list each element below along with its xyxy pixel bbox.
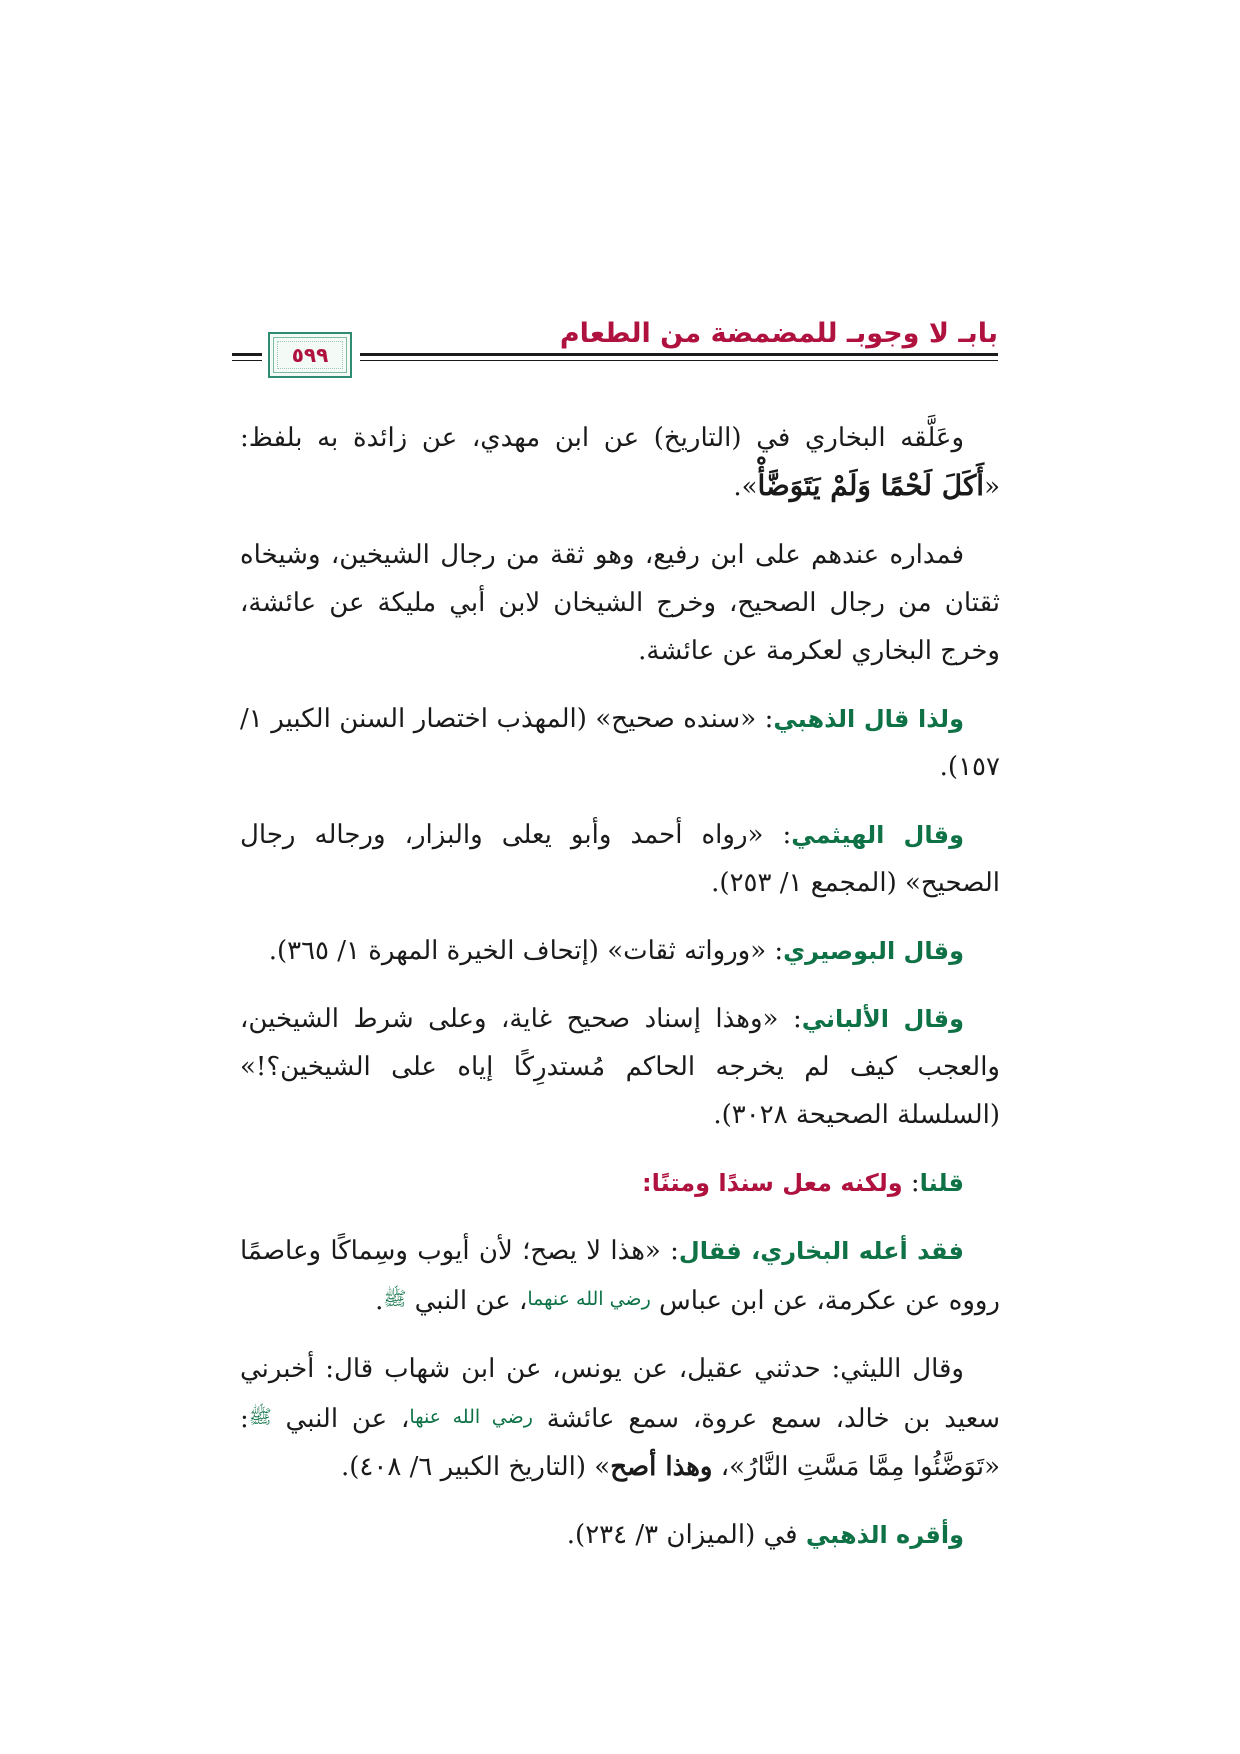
paragraph-text: وعَلَّقه البخاري في (التاريخ) عن ابن مهدي، عن زائدة به بلفظ: « xyxy=(240,423,1000,502)
paragraph-bukhari-tarikh xyxy=(240,414,1000,511)
scholar-label: وقال البوصيري xyxy=(783,937,964,965)
paragraph-end: ». xyxy=(733,472,758,502)
emphasis-text: وهذا أصح xyxy=(610,1452,713,1482)
qulna-statement: ولكنه معل سندًا ومتنًا: xyxy=(642,1169,903,1197)
honorific-sign: رضي الله عنها xyxy=(409,1406,533,1428)
paragraph-madar xyxy=(240,531,1000,675)
page-header xyxy=(232,318,998,388)
paragraph-text: في (الميزان ٣/ ٢٣٤). xyxy=(566,1520,806,1550)
salawat-sign: ﷺ xyxy=(383,1288,407,1310)
paragraph-text: » (التاريخ الكبير ٦/ ٤٠٨). xyxy=(341,1452,611,1482)
honorific-sign: رضي الله عنهما xyxy=(527,1288,651,1310)
paragraph-text: ، عن النبي xyxy=(414,1286,528,1316)
scholar-label: وقال الهيثمي xyxy=(791,821,964,849)
paragraph-qulna xyxy=(240,1159,1000,1207)
paragraph-dhahabi xyxy=(240,695,1000,791)
header-rule-right xyxy=(360,353,998,361)
header-rule-left xyxy=(232,353,262,361)
scholar-label: ولذا قال الذهبي xyxy=(773,705,964,733)
paragraph-laythi xyxy=(240,1345,1000,1491)
qulna-colon: : xyxy=(902,1168,920,1198)
paragraph-text: ، عن النبي xyxy=(285,1404,410,1434)
paragraph-bukhari-illa xyxy=(240,1227,1000,1325)
paragraph-text: : «وهذا إسناد صحيح غاية، وعلى شرط الشيخين، والعجب كيف لم يخرجه الحاكم مُستدرِكًا إياه على الشيخين؟!» (السلسلة الصحيحة ٣٠٢٨). xyxy=(240,1004,1000,1130)
paragraph-haythami xyxy=(240,811,1000,907)
paragraph-text: وقال الليثي: حدثني عقيل، عن يونس، عن ابن شهاب قال: أخبرني سعيد بن خالد، سمع عروة، سمع عائشة xyxy=(240,1354,1001,1434)
paragraph-dhahabi-mizan xyxy=(240,1511,1000,1559)
paragraph-albani xyxy=(240,995,1000,1139)
paragraph-text: . xyxy=(375,1286,384,1316)
scholar-label: فقد أعله البخاري، فقال xyxy=(678,1237,964,1265)
paragraph-text: فمداره عندهم على ابن رفيع، وهو ثقة من رجال الشيخين، وشيخاه ثقتان من رجال الصحيح، وخرج الشيخان لابن أبي مليكة عن عائشة، وخرج البخاري لعكرمة عن عائشة. xyxy=(240,540,1000,666)
salawat-sign: ﷺ xyxy=(248,1406,272,1428)
paragraph-text: : «ورواته ثقات» (إتحاف الخيرة المهرة ١/ ٣٦٥). xyxy=(268,936,784,966)
paragraph-busiri xyxy=(240,927,1000,975)
page-number-ornament-frame xyxy=(268,332,352,378)
page-body xyxy=(240,414,1000,1559)
paragraph-text: : «تَوَضَّئُوا مِمَّا مَسَّتِ النَّارُ»، xyxy=(240,1404,1000,1482)
chapter-title: بابـ لا وجوبـ للمضمضة من الطعام xyxy=(559,318,998,349)
paragraph-text: : «رواه أحمد وأبو يعلى والبزار، ورجاله رجال الصحيح» (المجمع ١/ ٢٥٣). xyxy=(240,820,1000,898)
hadith-quote: أَكَلَ لَحْمًا وَلَمْ يَتَوَضَّأْ xyxy=(757,469,985,502)
scholar-label: وقال الألباني xyxy=(801,1005,964,1033)
scholar-label: وأقره الذهبي xyxy=(805,1521,964,1549)
paragraph-text: : «هذا لا يصح؛ لأن أيوب وسِماكًا وعاصمًا رووه عن عكرمة، عن ابن عباس xyxy=(240,1236,1000,1316)
page-number: ٥٩٩ xyxy=(291,343,329,367)
qulna-label: قلنا xyxy=(919,1169,964,1197)
paragraph-text: : «سنده صحيح» (المهذب اختصار السنن الكبير ١/ ١٥٧). xyxy=(240,704,1000,782)
